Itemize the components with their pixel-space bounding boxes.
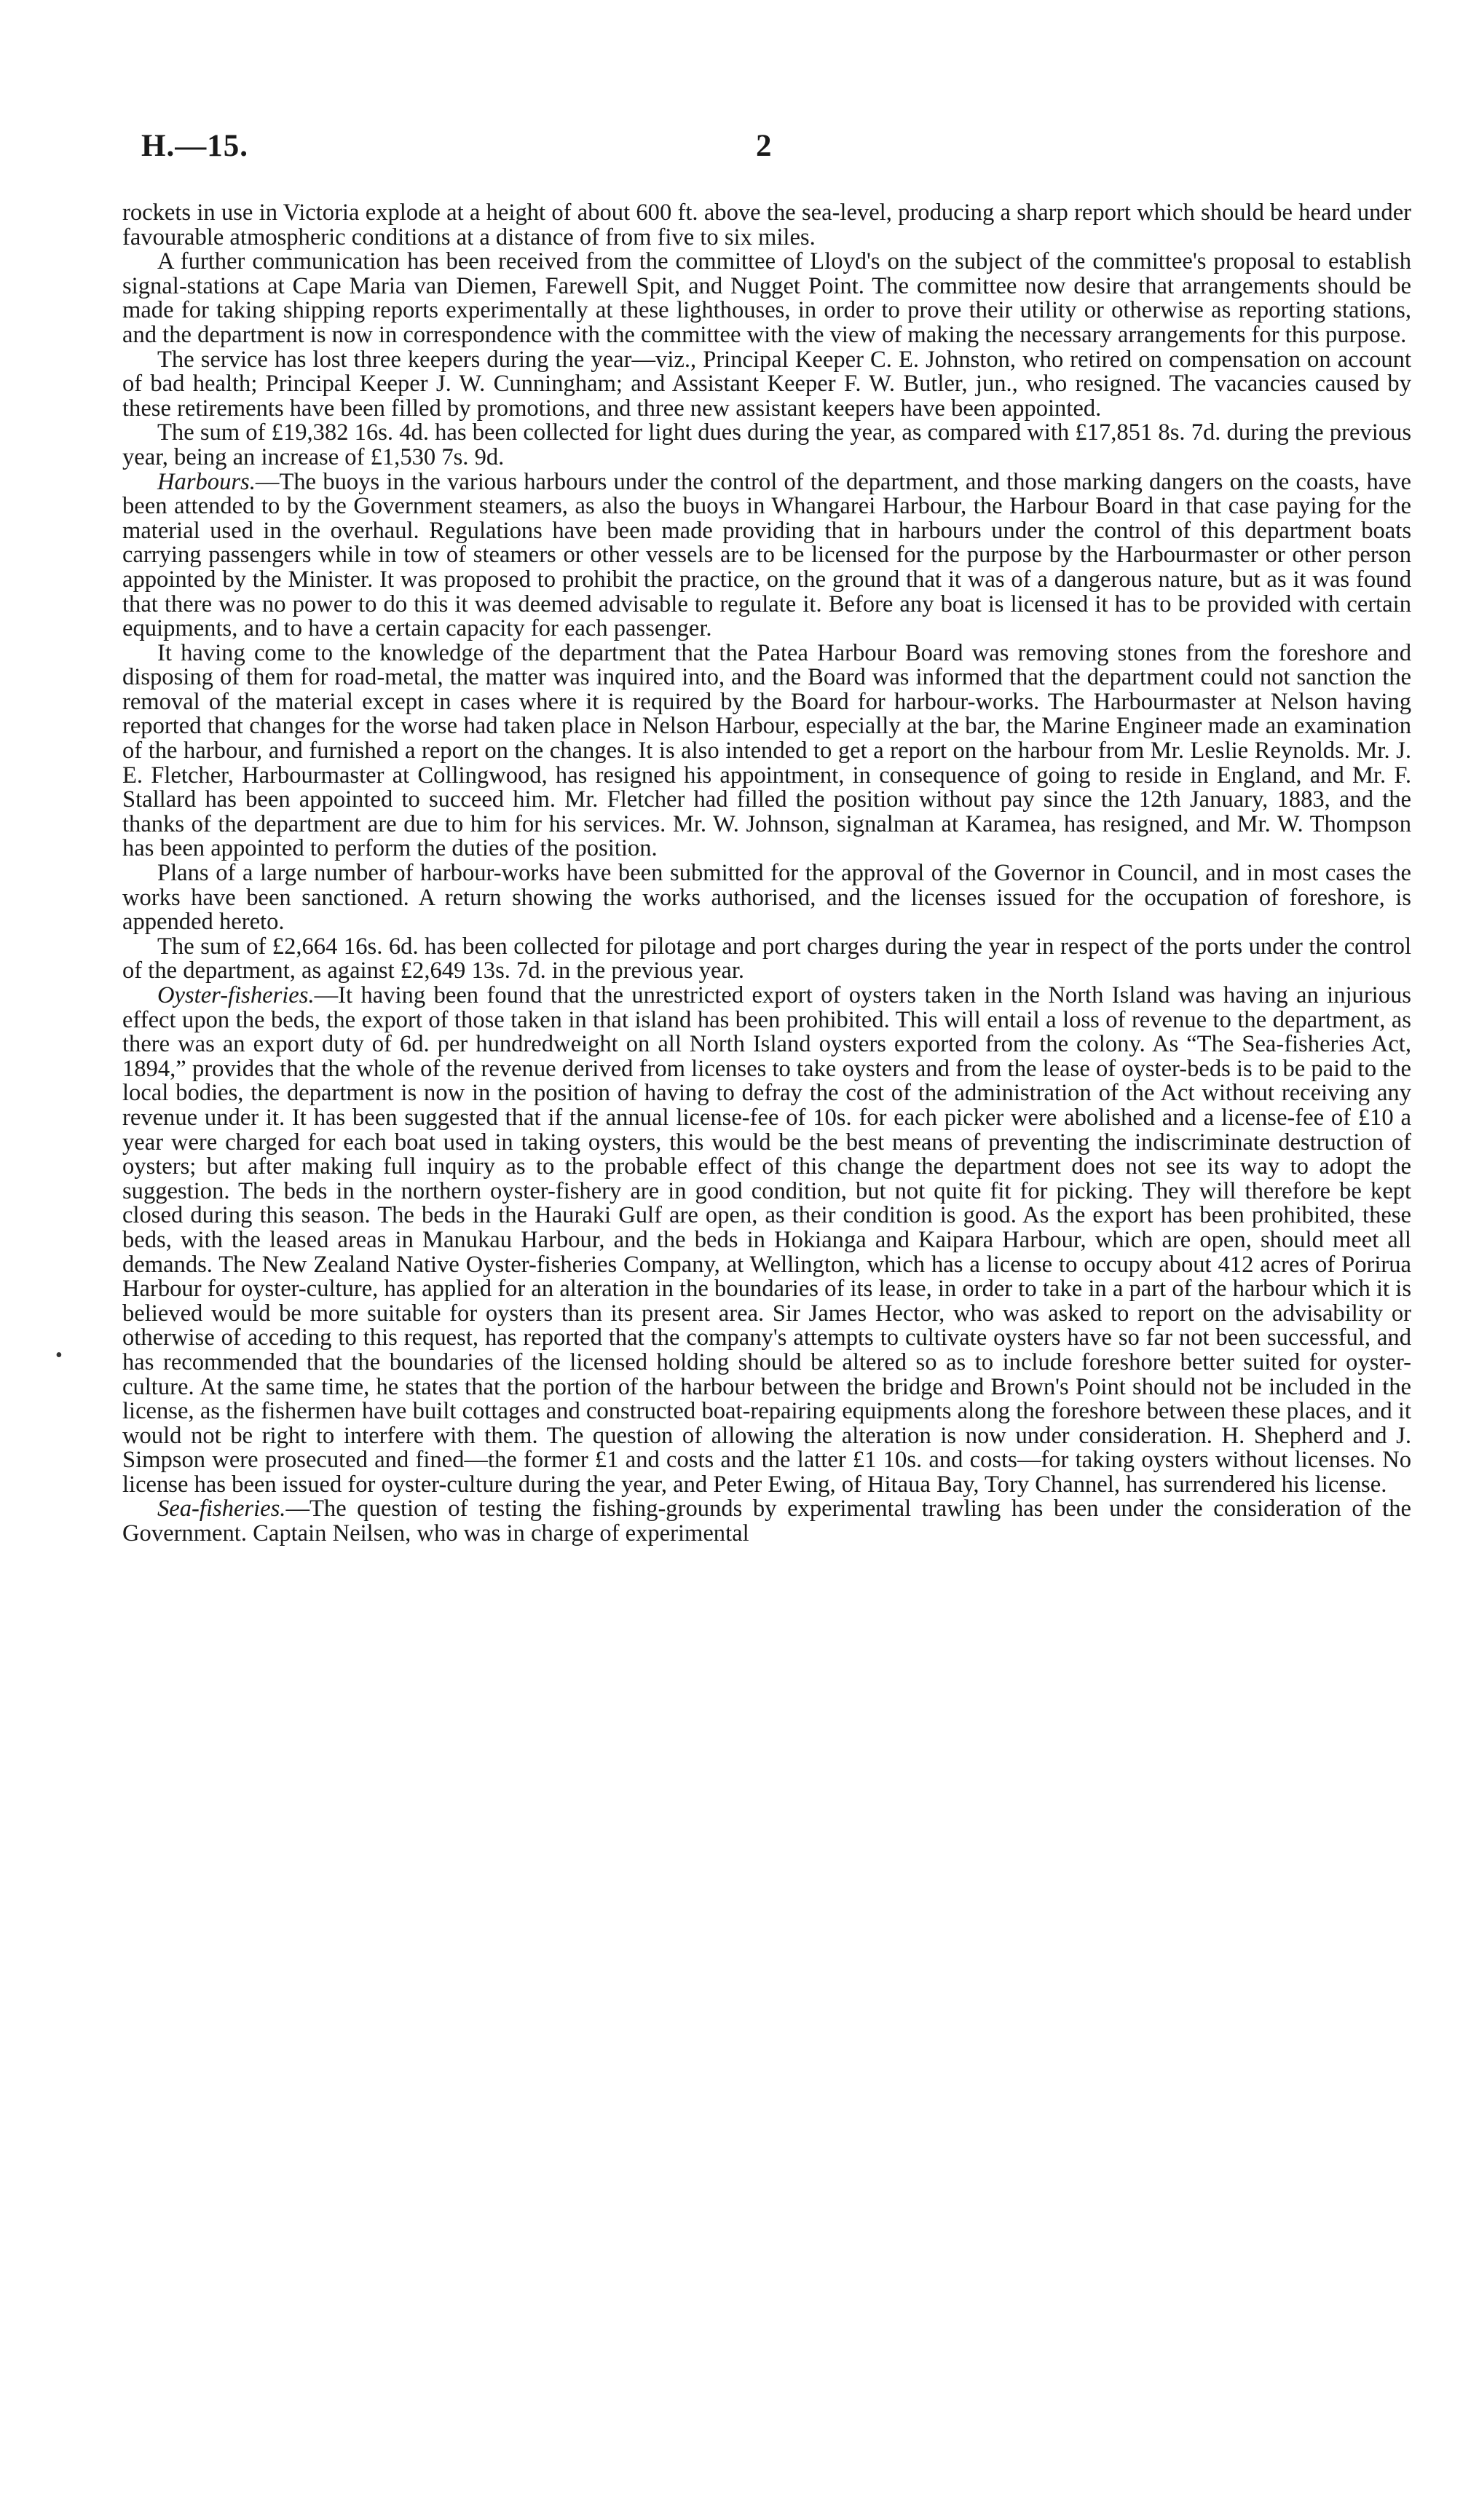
section-heading-oyster-fisheries: Oyster-fisheries. — [157, 982, 315, 1008]
paragraph-text: rockets in use in Victoria explode at a height of about 600 ft. above the sea-level, producing a sharp report which should be heard under favourable atmospheric conditions at a distance of from five to six miles. — [122, 200, 1411, 250]
paragraph-oyster-fisheries — [122, 984, 1411, 1497]
paragraph-harbours — [122, 470, 1411, 641]
paragraph-text: A further communication has been received from the committee of Lloyd's on the subject of the committee's proposal to establish signal-stations at Cape Maria van Diemen, Farewell Spit, and Nugget Point. The committee now desire that arrangements should be made for taking shipping reports experimentally at these lighthouses, in order to prove their utility or otherwise as reporting stations, and the department is now in correspondence with the committee with the view of making the necessary arrangements for this purpose. — [122, 248, 1411, 348]
paragraph-patea-nelson — [122, 641, 1411, 861]
page-number: 2 — [756, 129, 772, 163]
paragraph-text: —The buoys in the various harbours under the control of the department, and those marking dangers on the coasts, have been attended to by the Government steamers, as also the buoys in Whangarei Harbour, the Harbour Board in that case paying for the material used in the overhaul. Regulations have been made providing that in harbours under the control of this department boats carrying passengers while in tow of steamers or other vessels are to be licensed for the purpose by the Harbourmaster or other person appointed by the Minister. It was proposed to prohibit the practice, on the ground that it was of a dangerous nature, but as it was found that there was no power to do this it was deemed advisable to regulate it. Before any boat is licensed it has to be provided with certain equipments, and to have a certain capacity for each passenger. — [122, 468, 1411, 642]
paragraph-pilotage — [122, 935, 1411, 984]
paragraph-text: Plans of a large number of harbour-works have been submitted for the approval of the Governor in Council, and in most cases the works have been sanctioned. A return showing the works authorised, and the licenses issued for the occupation of foreshore, is appended hereto. — [122, 860, 1411, 936]
section-heading-sea-fisheries: Sea-fisheries. — [157, 1496, 286, 1522]
page-header — [122, 128, 1411, 172]
paragraph-keepers — [122, 348, 1411, 422]
paragraph-continued-rockets — [122, 201, 1411, 250]
document-body — [122, 201, 1411, 1547]
paragraph-sea-fisheries — [122, 1497, 1411, 1546]
document-reference: H.—15. — [141, 129, 248, 163]
paragraph-text: The sum of £2,664 16s. 6d. has been collected for pilotage and port charges during the year in respect of the ports under the control of the department, as against £2,649 13s. 7d. in the previous year. — [122, 933, 1411, 984]
paragraph-text: The service has lost three keepers during the year—viz., Principal Keeper C. E. Johnston, who retired on compensation on account of bad health; Principal Keeper J. W. Cunningham; and Assistant Keeper F. W. Butler, jun., who resigned. The vacancies caused by these retirements have been filled by promotions, and three new assistant keepers have been appointed. — [122, 346, 1411, 422]
paragraph-harbour-works — [122, 861, 1411, 935]
paragraph-lloyds-signal-stations — [122, 250, 1411, 347]
paragraph-text: —The question of testing the fishing-grounds by experimental trawling has been under the consideration of the Government. Captain Neilsen, who was in charge of experimental — [122, 1496, 1411, 1547]
section-heading-harbours: Harbours. — [157, 468, 256, 495]
paragraph-text: —It having been found that the unrestricted export of oysters taken in the North Island was having an injurious effect upon the beds, the export of those taken in that island has been prohibited. This will entail a loss of revenue to the department, as there was an export duty of 6d. per hundredweight on all North Island oysters exported from the colony. As “The Sea-fisheries Act, 1894,” provides that the whole of the revenue derived from licenses to take oysters and from the lease of oyster-beds is to be paid to the local bodies, the department is now in the position of having to defray the cost of the administration of the Act without receiving any revenue under it. It has been suggested that if the annual license-fee of 10s. for each picker were abolished and a license-fee of £10 a year were charged for each boat used in taking oysters, this would be the best means of preventing the indiscriminate destruction of oysters; but after making full inquiry as to the probable effect of this change the department does not see its way to adopt the suggestion. The beds in the northern oyster-fishery are in good condition, but not quite fit for picking. They will therefore be kept closed during this season. The beds in the Hauraki Gulf are open, as their condition is good. As the export has been prohibited, these beds, with the leased areas in Manukau Harbour, and the beds in Hokianga and Kaipara Harbour, which are open, should meet all demands. The New Zealand Native Oyster-fisheries Company, at Wellington, which has a license to occupy about 412 acres of Porirua Harbour for oyster-culture, has applied for an alteration in the boundaries of its lease, in order to take in a part of the harbour which it is believed would be more suitable for oysters than its present area. Sir James Hector, who was asked to report on the advisability or otherwise of acceding to this request, has reported that the company's attempts to cultivate oysters have so far not been successful, and has recommended that the boundaries of the licensed holding should be altered so as to include foreshore better suited for oyster-culture. At the same time, he states that the portion of the harbour between the bridge and Brown's Point should not be included in the license, as the fishermen have built cottages and constructed boat-repairing equipments along the foreshore between these places, and it would not be right to interfere with them. The question of allowing the alteration is now under consideration. H. Shepherd and J. Simpson were prosecuted and fined—the former £1 and costs and the latter £1 10s. and costs—for taking oysters without licenses. No license has been issued for oyster-culture during the year, and Peter Ewing, of Hitaua Bay, Tory Channel, has surrendered his license. — [122, 982, 1411, 1498]
paragraph-text: It having come to the knowledge of the department that the Patea Harbour Board was removing stones from the foreshore and disposing of them for road-metal, the matter was inquired into, and the Board was informed that the department could not sanction the removal of the material except in cases where it is required by the Board for harbour-works. The Harbourmaster at Nelson having reported that changes for the worse had taken place in Nelson Harbour, especially at the bar, the Marine Engineer made an examination of the harbour, and furnished a report on the changes. It is also intended to get a report on the harbour from Mr. Leslie Reynolds. Mr. J. E. Fletcher, Harbourmaster at Collingwood, has resigned his appointment, in consequence of going to reside in England, and Mr. F. Stallard has been appointed to succeed him. Mr. Fletcher had filled the position without pay since the 12th January, 1883, and the thanks of the department are due to him for his services. Mr. W. Johnson, signalman at Karamea, has resigned, and Mr. W. Thompson has been appointed to perform the duties of the position. — [122, 639, 1411, 862]
margin-mark: • — [55, 1344, 63, 1367]
paragraph-text: The sum of £19,382 16s. 4d. has been collected for light dues during the year, as compared with £17,851 8s. 7d. during the previous year, being an increase of £1,530 7s. 9d. — [122, 419, 1411, 470]
paragraph-light-dues — [122, 421, 1411, 470]
